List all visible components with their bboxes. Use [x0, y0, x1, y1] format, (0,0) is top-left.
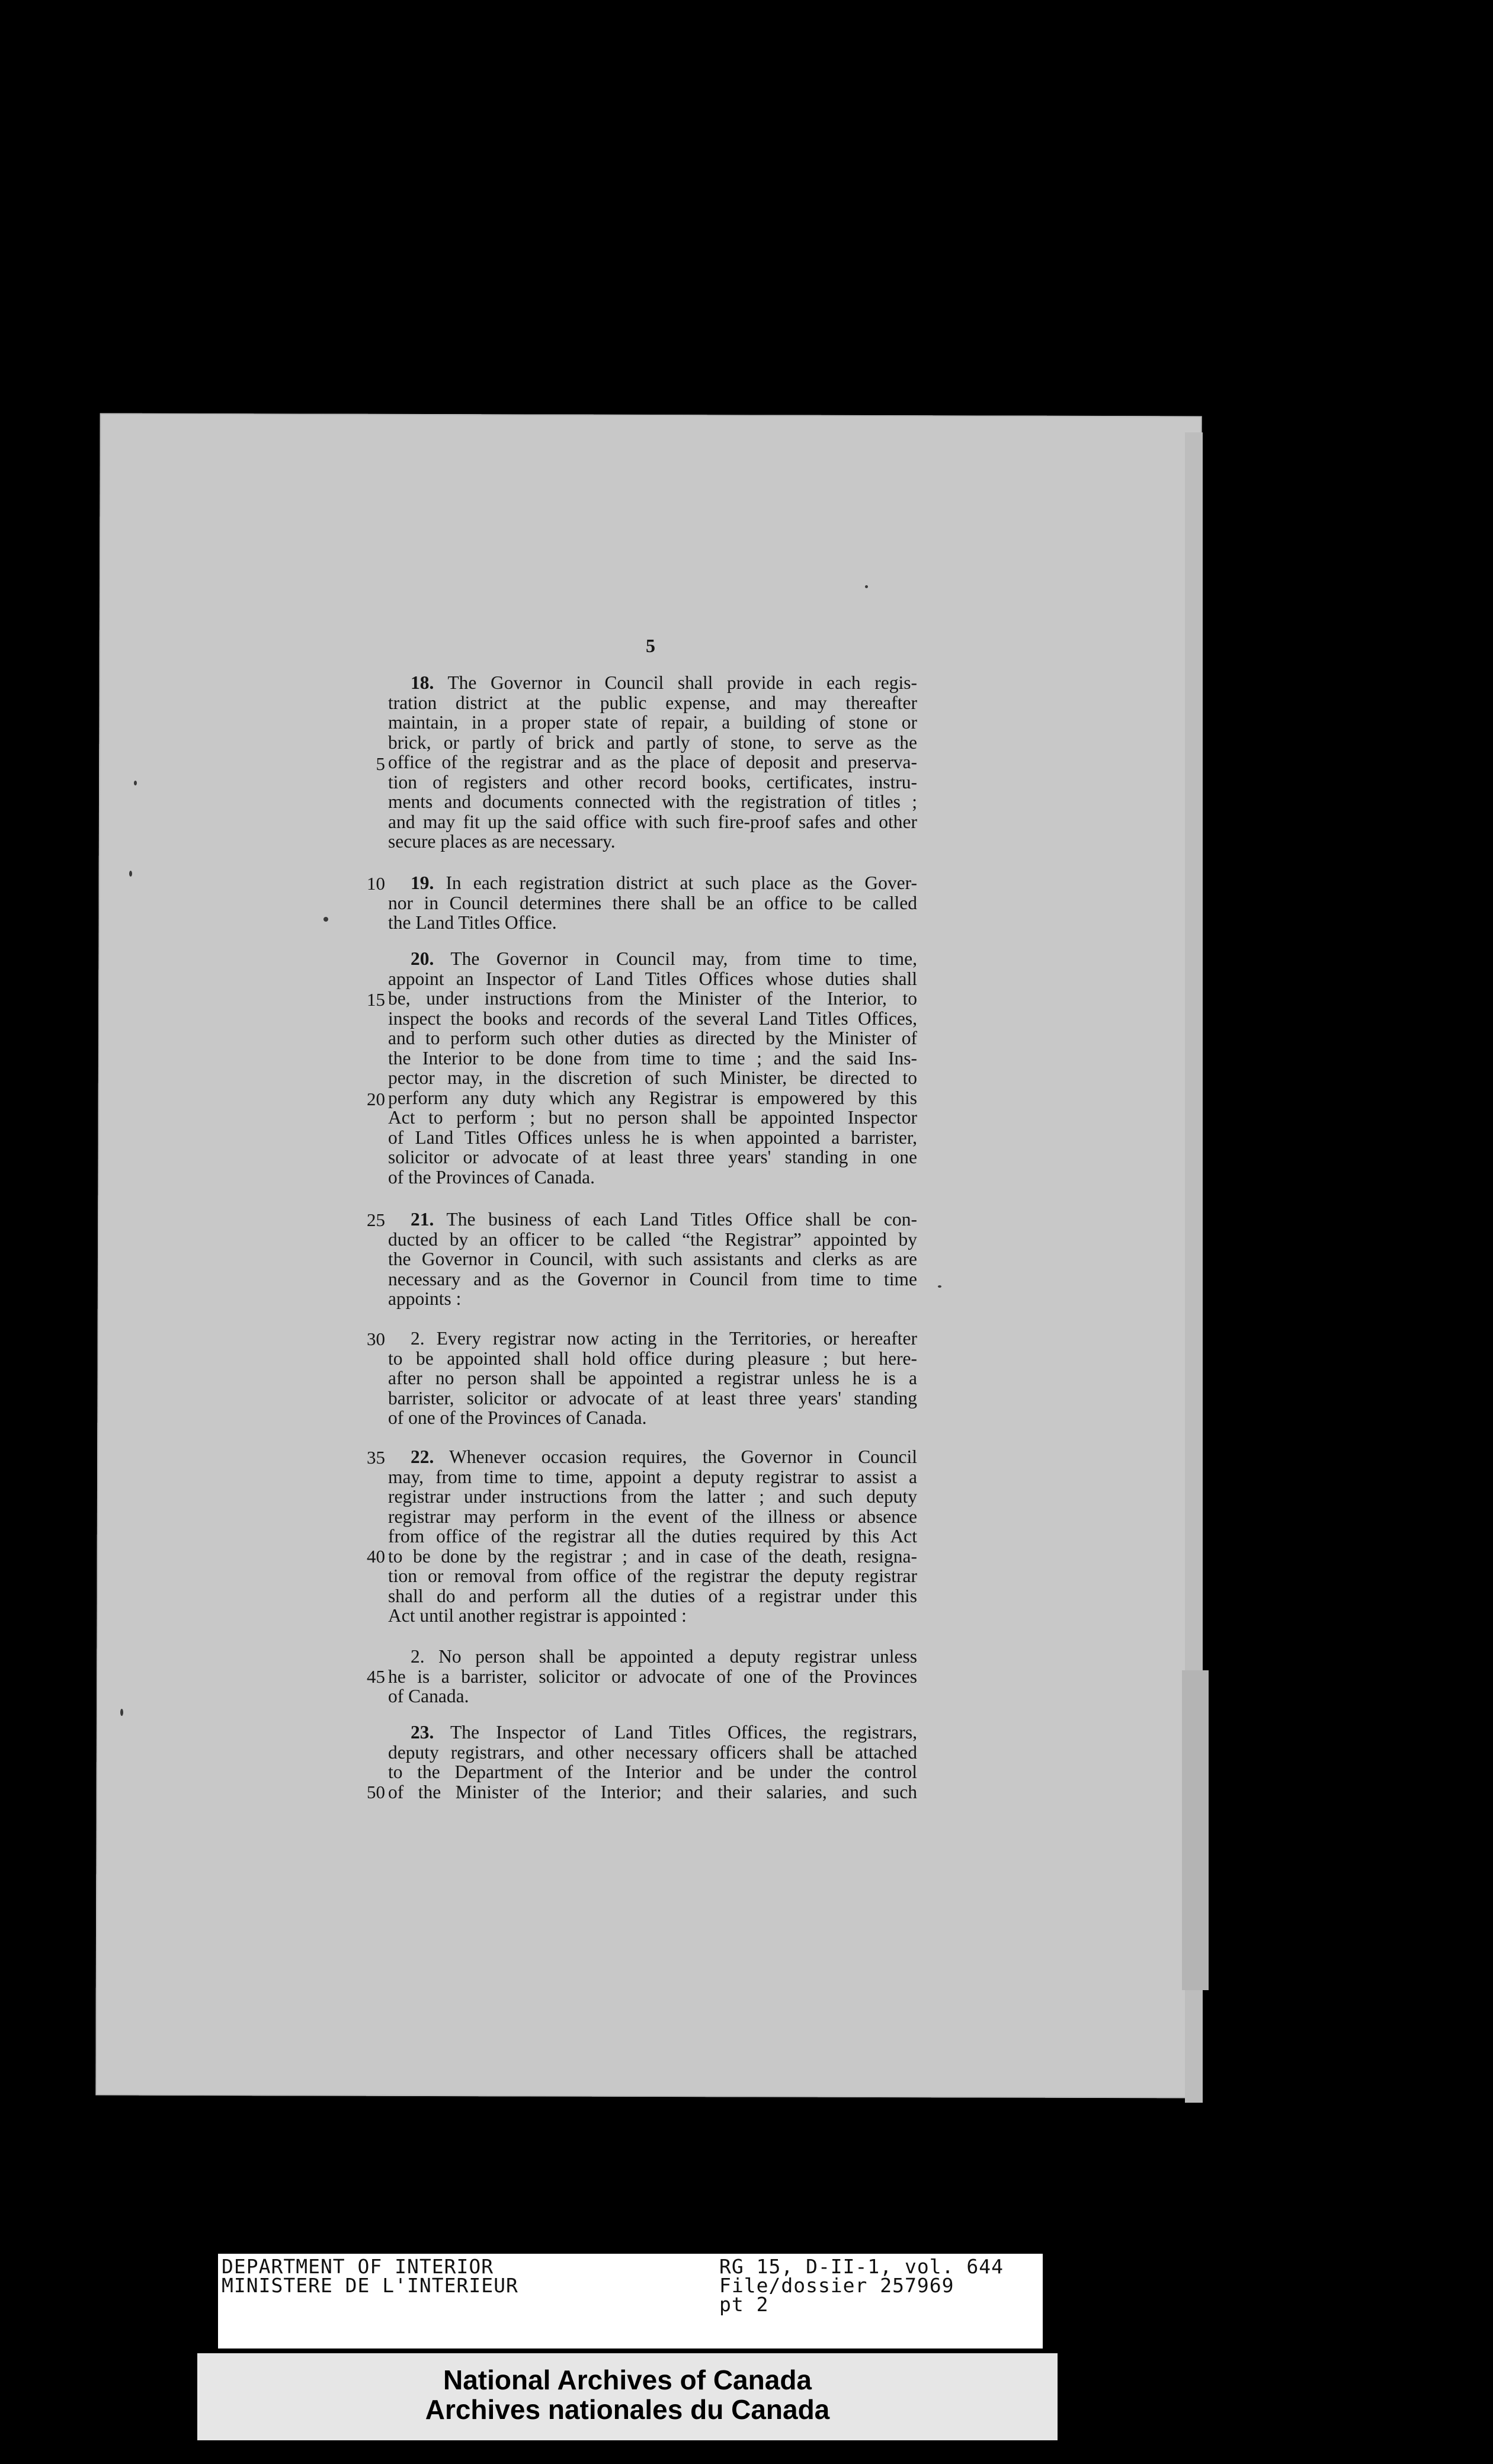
section-21	[388, 1209, 917, 1309]
text-line	[388, 873, 917, 893]
text-line	[388, 673, 917, 693]
scan-speck	[120, 1709, 123, 1716]
text-line: the Interior to be done from time to time ; and the said Ins-	[388, 1047, 917, 1069]
section-21-subsection-2	[388, 1329, 917, 1428]
text-line: tion or removal from office of the registrar the deputy registrar	[388, 1565, 917, 1586]
text-line: maintain, in a proper state of repair, a building of stone or	[388, 712, 917, 733]
text-line-content: The Inspector of Land Titles Offices, the registrars,	[450, 1722, 917, 1743]
text-line: office of the registrar and as the place of deposit and preserva-	[388, 752, 917, 772]
text-line-content: The Governor in Council may, from time to time,	[450, 948, 917, 969]
section-18	[388, 673, 917, 852]
text-line: and to perform such other duties as directed by the Minister of	[388, 1028, 917, 1048]
text-line: of the Minister of the Interior; and their salaries, and such	[388, 1781, 917, 1802]
file-reference: File/dossier 257969	[719, 2274, 954, 2297]
text-line: Act until another registrar is appointed :	[388, 1605, 687, 1626]
archives-name-fr: Archives nationales du Canada	[425, 2394, 830, 2425]
margin-line-number: 45	[367, 1666, 385, 1687]
margin-line-number: 50	[367, 1782, 385, 1802]
scan-speck	[865, 585, 868, 588]
text-line: from office of the registrar all the duties required by this Act	[388, 1526, 917, 1547]
text-line-content: The business of each Land Titles Office shall be con-	[446, 1209, 918, 1230]
section-number: 18.	[411, 672, 434, 693]
section-number: 20.	[411, 948, 434, 969]
text-line: to be appointed shall hold office during pleasure ; but here-	[388, 1348, 917, 1369]
margin-line-number: 5	[376, 753, 385, 774]
text-line: deputy registrars, and other necessary officers shall be attached	[388, 1741, 917, 1763]
text-line: ducted by an officer to be called “the Registrar” appointed by	[388, 1228, 917, 1250]
text-line: tion of registers and other record books, certificates, instru-	[388, 771, 917, 793]
section-22-subsection-2	[388, 1647, 917, 1706]
text-line-content: In each registration district at such place as the Gover-	[446, 872, 917, 893]
text-line	[388, 1722, 917, 1743]
page-number: 5	[646, 635, 655, 656]
text-line: of the Provinces of Canada.	[388, 1166, 595, 1188]
text-line: necessary and as the Governor in Council from time to time	[388, 1268, 917, 1289]
text-line: may, from time to time, appoint a deputy registrar to assist a	[388, 1466, 917, 1487]
text-line: perform any duty which any Registrar is empowered by this	[388, 1087, 917, 1108]
section-number: 22.	[411, 1446, 434, 1467]
margin-line-number: 40	[367, 1546, 385, 1567]
text-line: solicitor or advocate of at least three years' standing in one	[388, 1147, 917, 1167]
margin-line-number: 20	[367, 1089, 385, 1109]
section-number: 19.	[411, 872, 434, 893]
text-line	[388, 1447, 917, 1467]
archive-label	[218, 2254, 1043, 2348]
text-line	[388, 1209, 917, 1230]
section-20	[388, 949, 917, 1187]
text-line: to the Department of the Interior and be under the control	[388, 1762, 917, 1782]
text-line: nor in Council determines there shall be an office to be called	[388, 892, 917, 913]
text-line: be, under instructions from the Minister of the Interior, to	[388, 988, 917, 1009]
text-line: and may fit up the said office with such fire-proof safes and other	[388, 811, 917, 832]
text-line: registrar under instructions from the latter ; and such deputy	[388, 1486, 917, 1507]
text-line: ments and documents connected with the registration of titles ;	[388, 791, 917, 812]
section-19	[388, 873, 917, 933]
text-line: the Land Titles Office.	[388, 912, 557, 933]
text-line: pector may, in the discretion of such Minister, be directed to	[388, 1067, 917, 1088]
text-line: registrar may perform in the event of the illness or absence	[388, 1506, 917, 1527]
scan-speck	[323, 917, 328, 922]
margin-line-number: 30	[367, 1329, 385, 1349]
scan-speck	[129, 871, 132, 877]
text-line: of Land Titles Offices unless he is when appointed a barrister,	[388, 1127, 917, 1148]
text-line: he is a barrister, solicitor or advocate of one of the Provinces	[388, 1666, 917, 1687]
text-line: after no person shall be appointed a registrar unless he is a	[388, 1368, 917, 1388]
department-name-en: DEPARTMENT OF INTERIOR	[222, 2255, 494, 2278]
text-line: the Governor in Council, with such assistants and clerks as are	[388, 1249, 917, 1269]
text-line: brick, or partly of brick and partly of stone, to serve as the	[388, 732, 917, 753]
page-tab	[1182, 1670, 1209, 1990]
text-line-content: The Governor in Council shall provide in each regis-	[447, 672, 917, 693]
section-22	[388, 1447, 917, 1626]
scan-speck	[938, 1285, 941, 1288]
part-reference: pt 2	[719, 2293, 769, 2316]
text-line: appoints :	[388, 1288, 462, 1309]
text-line: tration district at the public expense, and may thereafter	[388, 692, 917, 713]
text-line-content: Whenever occasion requires, the Governor in Council	[449, 1446, 918, 1467]
archives-name-en: National Archives of Canada	[443, 2364, 812, 2395]
department-name-fr: MINISTERE DE L'INTERIEUR	[222, 2274, 518, 2297]
text-line: to be done by the registrar ; and in case of the death, resigna-	[388, 1545, 917, 1567]
section-number: 23.	[411, 1722, 434, 1743]
section-23	[388, 1722, 917, 1802]
text-line: 2. Every registrar now acting in the Territories, or hereafter	[411, 1328, 917, 1349]
margin-line-number: 35	[367, 1447, 385, 1468]
text-line	[388, 949, 917, 969]
text-line: secure places as are necessary.	[388, 831, 616, 852]
margin-line-number: 25	[367, 1209, 385, 1230]
text-line: inspect the books and records of the several Land Titles Offices,	[388, 1008, 917, 1029]
record-group-reference: RG 15, D-II-1, vol. 644	[719, 2255, 1004, 2278]
text-line: Act to perform ; but no person shall be appointed Inspector	[388, 1107, 917, 1128]
text-line: of one of the Provinces of Canada.	[388, 1407, 647, 1428]
national-archives-plate	[197, 2353, 1058, 2440]
text-line: 2. No person shall be appointed a deputy registrar unless	[411, 1646, 917, 1667]
margin-line-number: 10	[367, 873, 385, 894]
scan-speck	[134, 781, 137, 785]
margin-line-number: 15	[367, 989, 385, 1010]
text-line: of Canada.	[388, 1686, 469, 1706]
section-number: 21.	[411, 1209, 434, 1230]
text-line: barrister, solicitor or advocate of at least three years' standing	[388, 1387, 917, 1409]
text-line: appoint an Inspector of Land Titles Offices whose duties shall	[388, 968, 917, 989]
text-line: shall do and perform all the duties of a registrar under this	[388, 1585, 917, 1606]
